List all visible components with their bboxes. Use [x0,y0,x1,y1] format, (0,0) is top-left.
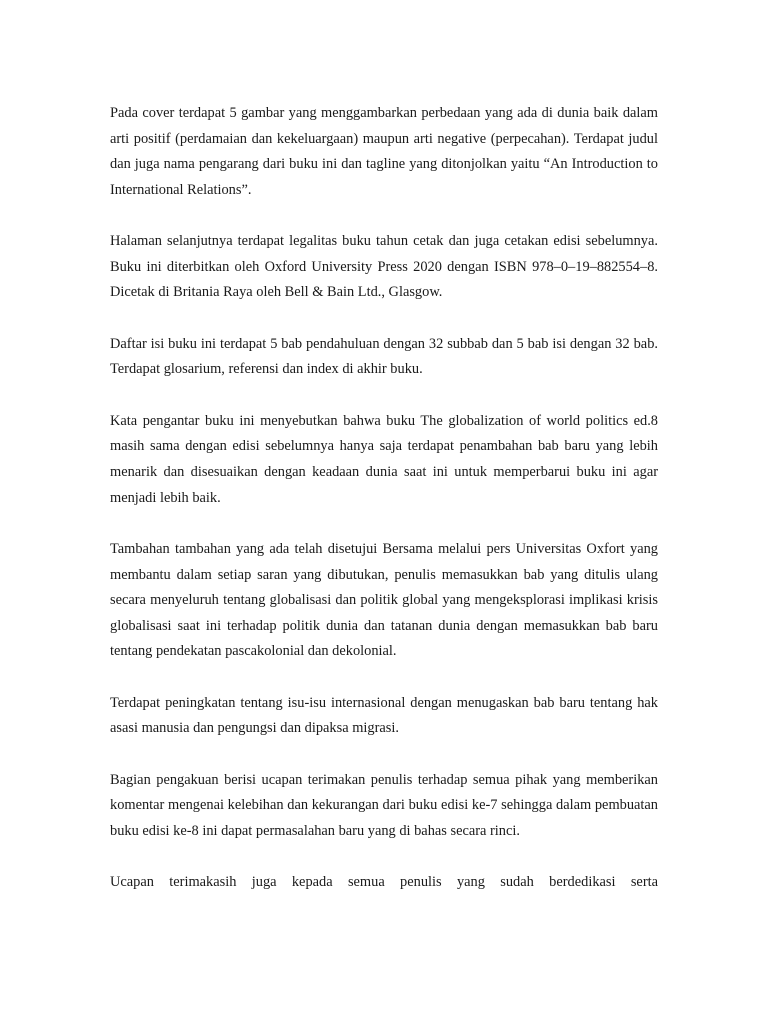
paragraph-ucapan: Ucapan terimakasih juga kepada semua penulis yang sudah berdedikasi serta [110,874,658,891]
paragraph-legalitas: Halaman selanjutnya terdapat legalitas buku tahun cetak dan juga cetakan edisi sebelumnya. Buku ini diterbitkan oleh Oxford University Press 2020 dengan ISBN 978–0–19–882554–8. Dicetak di Britania Raya oleh Bell & Bain Ltd., Glasgow. [110,233,658,301]
paragraph-cover: Pada cover terdapat 5 gambar yang menggambarkan perbedaan yang ada di dunia baik dalam arti positif (perdamaian dan kekeluargaan) maupun arti negative (perpecahan). Terdapat judul dan juga nama pengarang dari buku ini dan tagline yang ditonjolkan yaitu “An Introduction to International Relations”. [110,105,658,198]
paragraph-tambahan: Tambahan tambahan yang ada telah disetujui Bersama melalui pers Universitas Oxfort yang membantu dalam setiap saran yang dibutukan, penulis memasukkan bab yang ditulis ulang secara menyeluruh tentang globalisasi dan politik global yang mengeksplorasi implikasi krisis globalisasi saat ini terhadap politik dunia dan tatanan dunia dengan memasukkan bab baru tentang pendekatan pascakolonial dan dekolonial. [110,540,658,660]
paragraph-pengakuan: Bagian pengakuan berisi ucapan terimakan penulis terhadap semua pihak yang memberikan komentar mengenai kelebihan dan kekurangan dari buku edisi ke-7 sehingga dalam pembuatan buku edisi ke-8 ini dapat permasalahan baru yang di bahas secara rinci. [110,771,658,839]
document-body [110,101,658,922]
paragraph-daftar-isi: Daftar isi buku ini terdapat 5 bab pendahuluan dengan 32 subbab dan 5 bab isi dengan 32 bab. Terdapat glosarium, referensi dan index di akhir buku. [110,335,658,378]
paragraph-peningkatan: Terdapat peningkatan tentang isu-isu internasional dengan menugaskan bab baru tentang hak asasi manusia dan pengungsi dan dipaksa migrasi. [110,694,658,737]
paragraph-kata-pengantar: Kata pengantar buku ini menyebutkan bahwa buku The globalization of world politics ed.8 masih sama dengan edisi sebelumnya hanya saja terdapat penambahan bab baru yang lebih menarik dan disesuaikan dengan keadaan dunia saat ini untuk memperbarui buku ini agar menjadi lebih baik. [110,412,658,506]
